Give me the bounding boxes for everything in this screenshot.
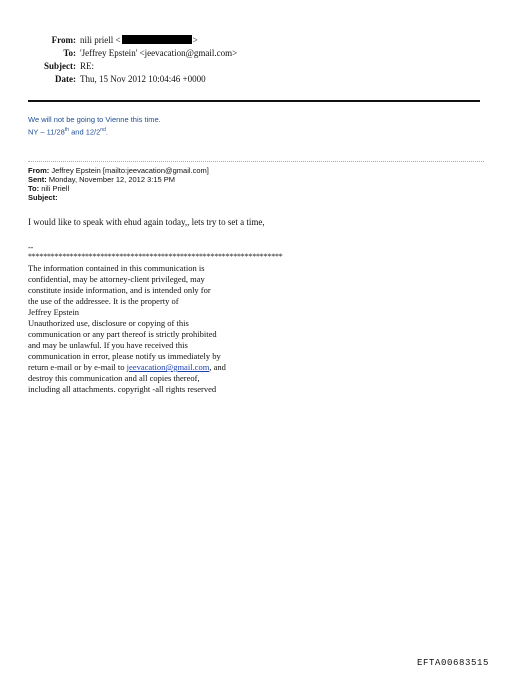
reply-line-1: We will not be going to Vienne this time.: [28, 115, 161, 124]
fwd-from-label: From:: [28, 166, 50, 175]
signature-email-link[interactable]: jeevacation@gmail.com: [126, 362, 210, 372]
reply-line-2-suffix: .: [105, 127, 108, 137]
signature-email-line: [28, 362, 226, 373]
quote-divider: [28, 161, 484, 162]
header-date-label: Date:: [55, 74, 76, 84]
header-from-name: nili priell <: [80, 35, 121, 45]
message-body: I would like to speak with ehud again today,, lets try to set a time,: [28, 217, 265, 227]
fwd-to-label: To:: [28, 184, 40, 193]
fwd-from-value: Jeffrey Epstein [mailto:jeevacation@gmail.com]: [51, 166, 209, 175]
reply-line-2-mid: and 12/2: [69, 127, 101, 137]
fwd-to-value: nili Priell: [41, 184, 70, 193]
header-to-value: 'Jeffrey Epstein' <jeevacation@gmail.com>: [80, 48, 238, 58]
header-date-row: [0, 72, 512, 86]
header-from-label: From:: [51, 35, 76, 45]
signature-line: communication or any part thereof is strictly prohibited: [28, 329, 217, 339]
reply-line-2-sup2: nd: [100, 127, 106, 133]
signature-line: including all attachments. copyright -all rights reserved: [28, 384, 217, 394]
signature-block: [28, 263, 226, 395]
signature-line: and may be unlawful. If you have received this: [28, 340, 188, 350]
reply-line-2-sup1: th: [64, 127, 70, 133]
header-from-value: [80, 33, 198, 47]
reply-line-2-prefix: NY – 11/28: [28, 127, 65, 137]
signature-dashes: --: [28, 243, 34, 252]
signature-line: destroy this communication and all copies thereof,: [28, 373, 200, 383]
header-divider: [28, 100, 480, 102]
header-date-value: Thu, 15 Nov 2012 10:04:46 +0000: [80, 74, 206, 84]
bates-number: EFTA00683515: [417, 658, 490, 668]
signature-line: communication in error, please notify us immediately by: [28, 351, 221, 361]
signature-stars: *******************************************************************: [28, 252, 283, 261]
header-to-label: To:: [63, 48, 76, 58]
signature-line: The information contained in this communication is: [28, 263, 205, 273]
signature-line: the use of the addressee. It is the property of: [28, 296, 179, 306]
signature-email-prefix: return e-mail or by e-mail to: [28, 362, 127, 372]
signature-line: constitute inside information, and is intended only for: [28, 285, 211, 295]
redaction-box: [122, 35, 192, 44]
header-subject-label: Subject:: [44, 61, 76, 71]
fwd-sent-value: Monday, November 12, 2012 3:15 PM: [48, 175, 176, 184]
fwd-sent-label: Sent:: [28, 175, 47, 184]
signature-line: Unauthorized use, disclosure or copying of this: [28, 318, 189, 328]
header-from-suffix: >: [192, 35, 198, 45]
header-from-row: [0, 33, 512, 47]
signature-line: Jeffrey Epstein: [28, 307, 80, 317]
header-subject-value: RE:: [80, 61, 95, 71]
header-subject-row: [0, 59, 512, 73]
fwd-subject-row: [28, 194, 58, 203]
header-to-row: [0, 46, 512, 60]
reply-line-2: [28, 127, 108, 137]
signature-line: confidential, may be attorney-client privileged, may: [28, 274, 205, 284]
fwd-subject-label: Subject:: [28, 193, 58, 202]
signature-email-suffix: , and: [209, 362, 226, 372]
